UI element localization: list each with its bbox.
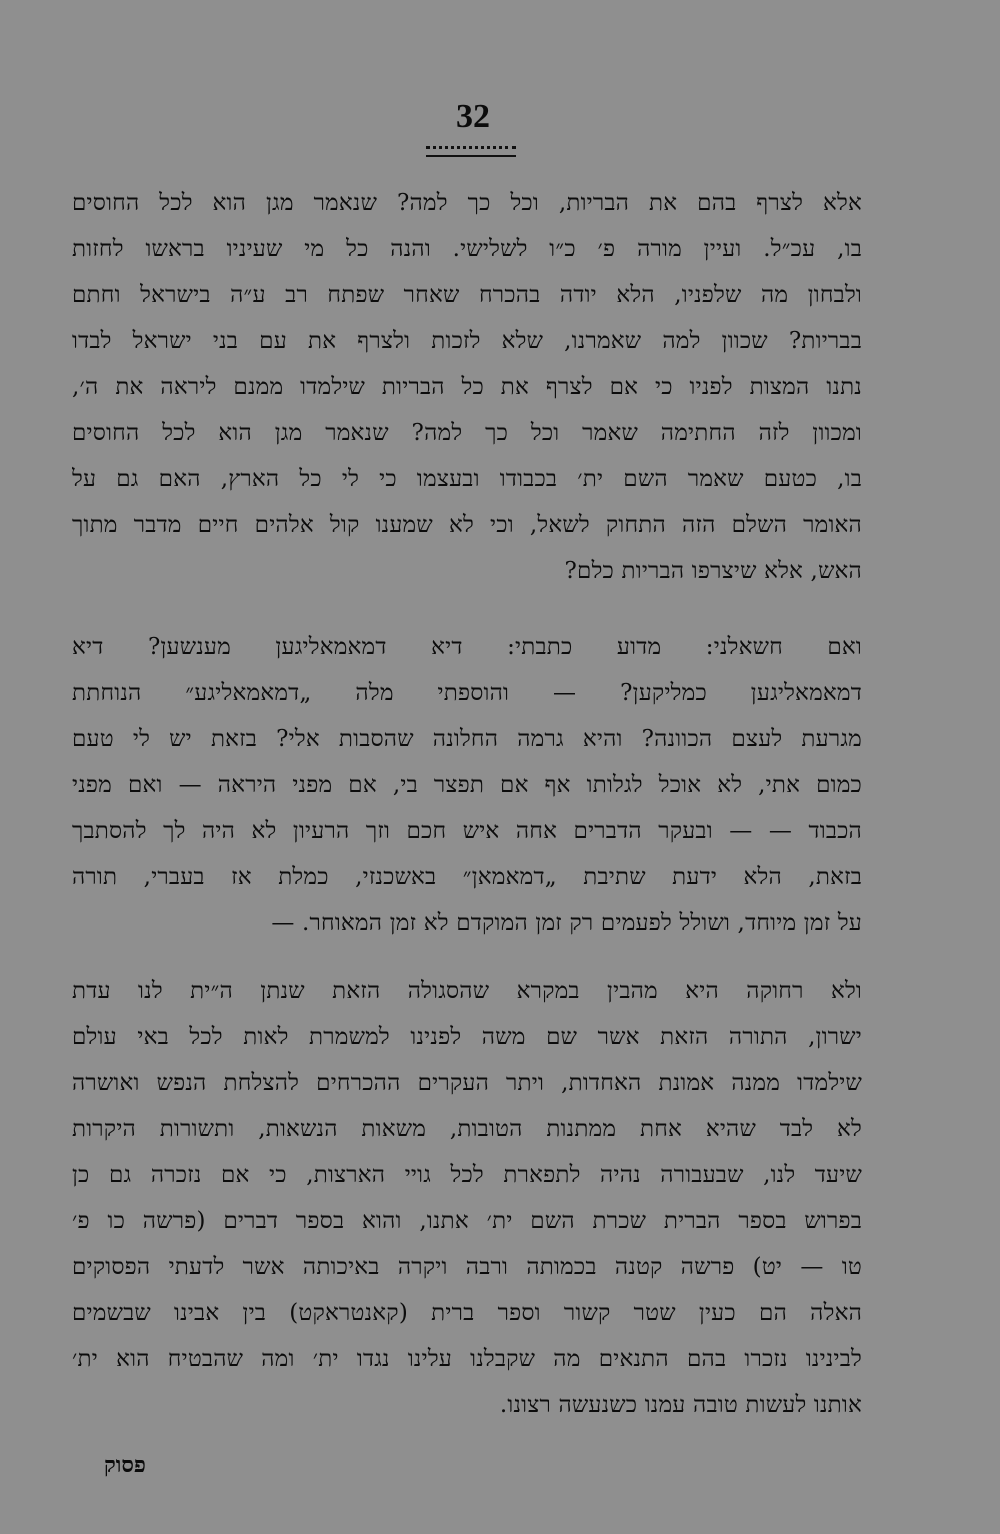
text-line: בזאת, הלא ידעת שתיבת „דמאמאן״ באשכנזי, כמלת אז בעברי, תורה <box>72 864 862 890</box>
text-line: מגרעת לעצם הכוונה? והיא גרמה החלונה שהסבות אלי? בזאת יש לי טעם <box>72 726 862 752</box>
text-line: האש, אלא שיצרפו הבריות כלם? <box>564 558 862 584</box>
text-line: דמאמאליגען כמליקען? — והוספתי מלה „דמאמאליגע״ הנוחתת <box>72 680 862 706</box>
text-line: אותנו לעשות טובה עמנו כשנעשה רצונו. <box>499 1392 862 1418</box>
text-line: ואם חשאלני: מדוע כתבתי: דיא דמאמאליגען מענשען? דיא <box>72 634 862 660</box>
text-line: הכבוד — — ובעקר הדברים אחה איש חכם וזך הרעיון לא היה לך להסתבך <box>72 818 862 844</box>
text-line: ומכוון לזה החתימה שאמר וכל כך למה? שנאמר מגן הוא לכל החוסים <box>72 420 862 446</box>
text-line: בבריות? שכוון למה שאמרנו, שלא לזכות ולצרף את עם בני ישראל לבדו <box>72 328 862 354</box>
text-line: ולא רחוקה היא מהבין במקרא שהסגולה הזאת שנתן ה״ית לנו עדת <box>72 978 862 1004</box>
text-line: שילמדו ממנה אמונת האחדות, ויתר העקרים ההכרחים להצלחת הנפש ואושרה <box>72 1070 862 1096</box>
text-line: בו, כטעם שאמר השם ית׳ בכבודו ובעצמו כי לי כל הארץ, האם גם על <box>72 466 862 492</box>
paragraph-1 <box>72 180 862 594</box>
text-line: בפרוש בספר הברית שכרת השם ית׳ אתנו, והוא בספר דברים (פרשה כו פ׳ <box>72 1208 862 1234</box>
text-line: האלה הם כעין שטר קשור וספר ברית (קאנטראקט) בין אבינו שבשמים <box>72 1300 862 1326</box>
text-line: טו — יט) פרשה קטנה בכמותה ורבה ויקרה באיכותה אשר לדעתי הפסוקים <box>72 1254 862 1280</box>
text-line: לא לבד שהיא אחת ממתנות הטובות, משאות הנשאות, ותשורות היקרות <box>72 1116 862 1142</box>
page-number: 32 <box>456 98 490 135</box>
text-line: האומר השלם הזה התחוק לשאל, וכי לא שמענו קול אלהים חיים מדבר מתוך <box>72 512 862 538</box>
text-line: ולבחון מה שלפניו, הלא יודה בהכרח שאחר שפתח רב ע״ה בישראל וחתם <box>72 282 862 308</box>
text-line: ישרון, התורה הזאת אשר שם משה לפנינו למשמרת לאות לכל באי עולם <box>72 1024 862 1050</box>
ornamental-rule <box>426 146 516 157</box>
catchword: פסוק <box>104 1452 146 1478</box>
text-line: שיעד לנו, שבעבורה נהיה לתפארת לכל גויי הארצות, כי אם נזכרה גם כן <box>72 1162 862 1188</box>
text-line: לבינינו נזכרו בהם התנאים מה שקבלנו עלינו נגדו ית׳ ומה שהבטיח הוא ית׳ <box>72 1346 862 1372</box>
text-line: על זמן מיוחד, ושולל לפעמים רק זמן המוקדם לא זמן המאוחר. — <box>271 910 862 936</box>
paragraph-2 <box>72 624 862 946</box>
text-line: אלא לצרף בהם את הבריות, וכל כך למה? שנאמר מגן הוא לכל החוסים <box>72 190 862 216</box>
text-line: כמום אתי, לא אוכל לגלותו אף אם תפצר בי, אם מפני היראה — ואם מפני <box>72 772 862 798</box>
text-line: בו, עכ״ל. ועיין מורה פ׳ כ״ו לשלישי. והנה כל מי שעיניו בראשו לחזות <box>72 236 862 262</box>
text-line: נתנו המצות לפניו כי אם לצרף את כל הבריות שילמדו ממנם ליראה את ה׳, <box>72 374 862 400</box>
paragraph-3 <box>72 968 862 1428</box>
